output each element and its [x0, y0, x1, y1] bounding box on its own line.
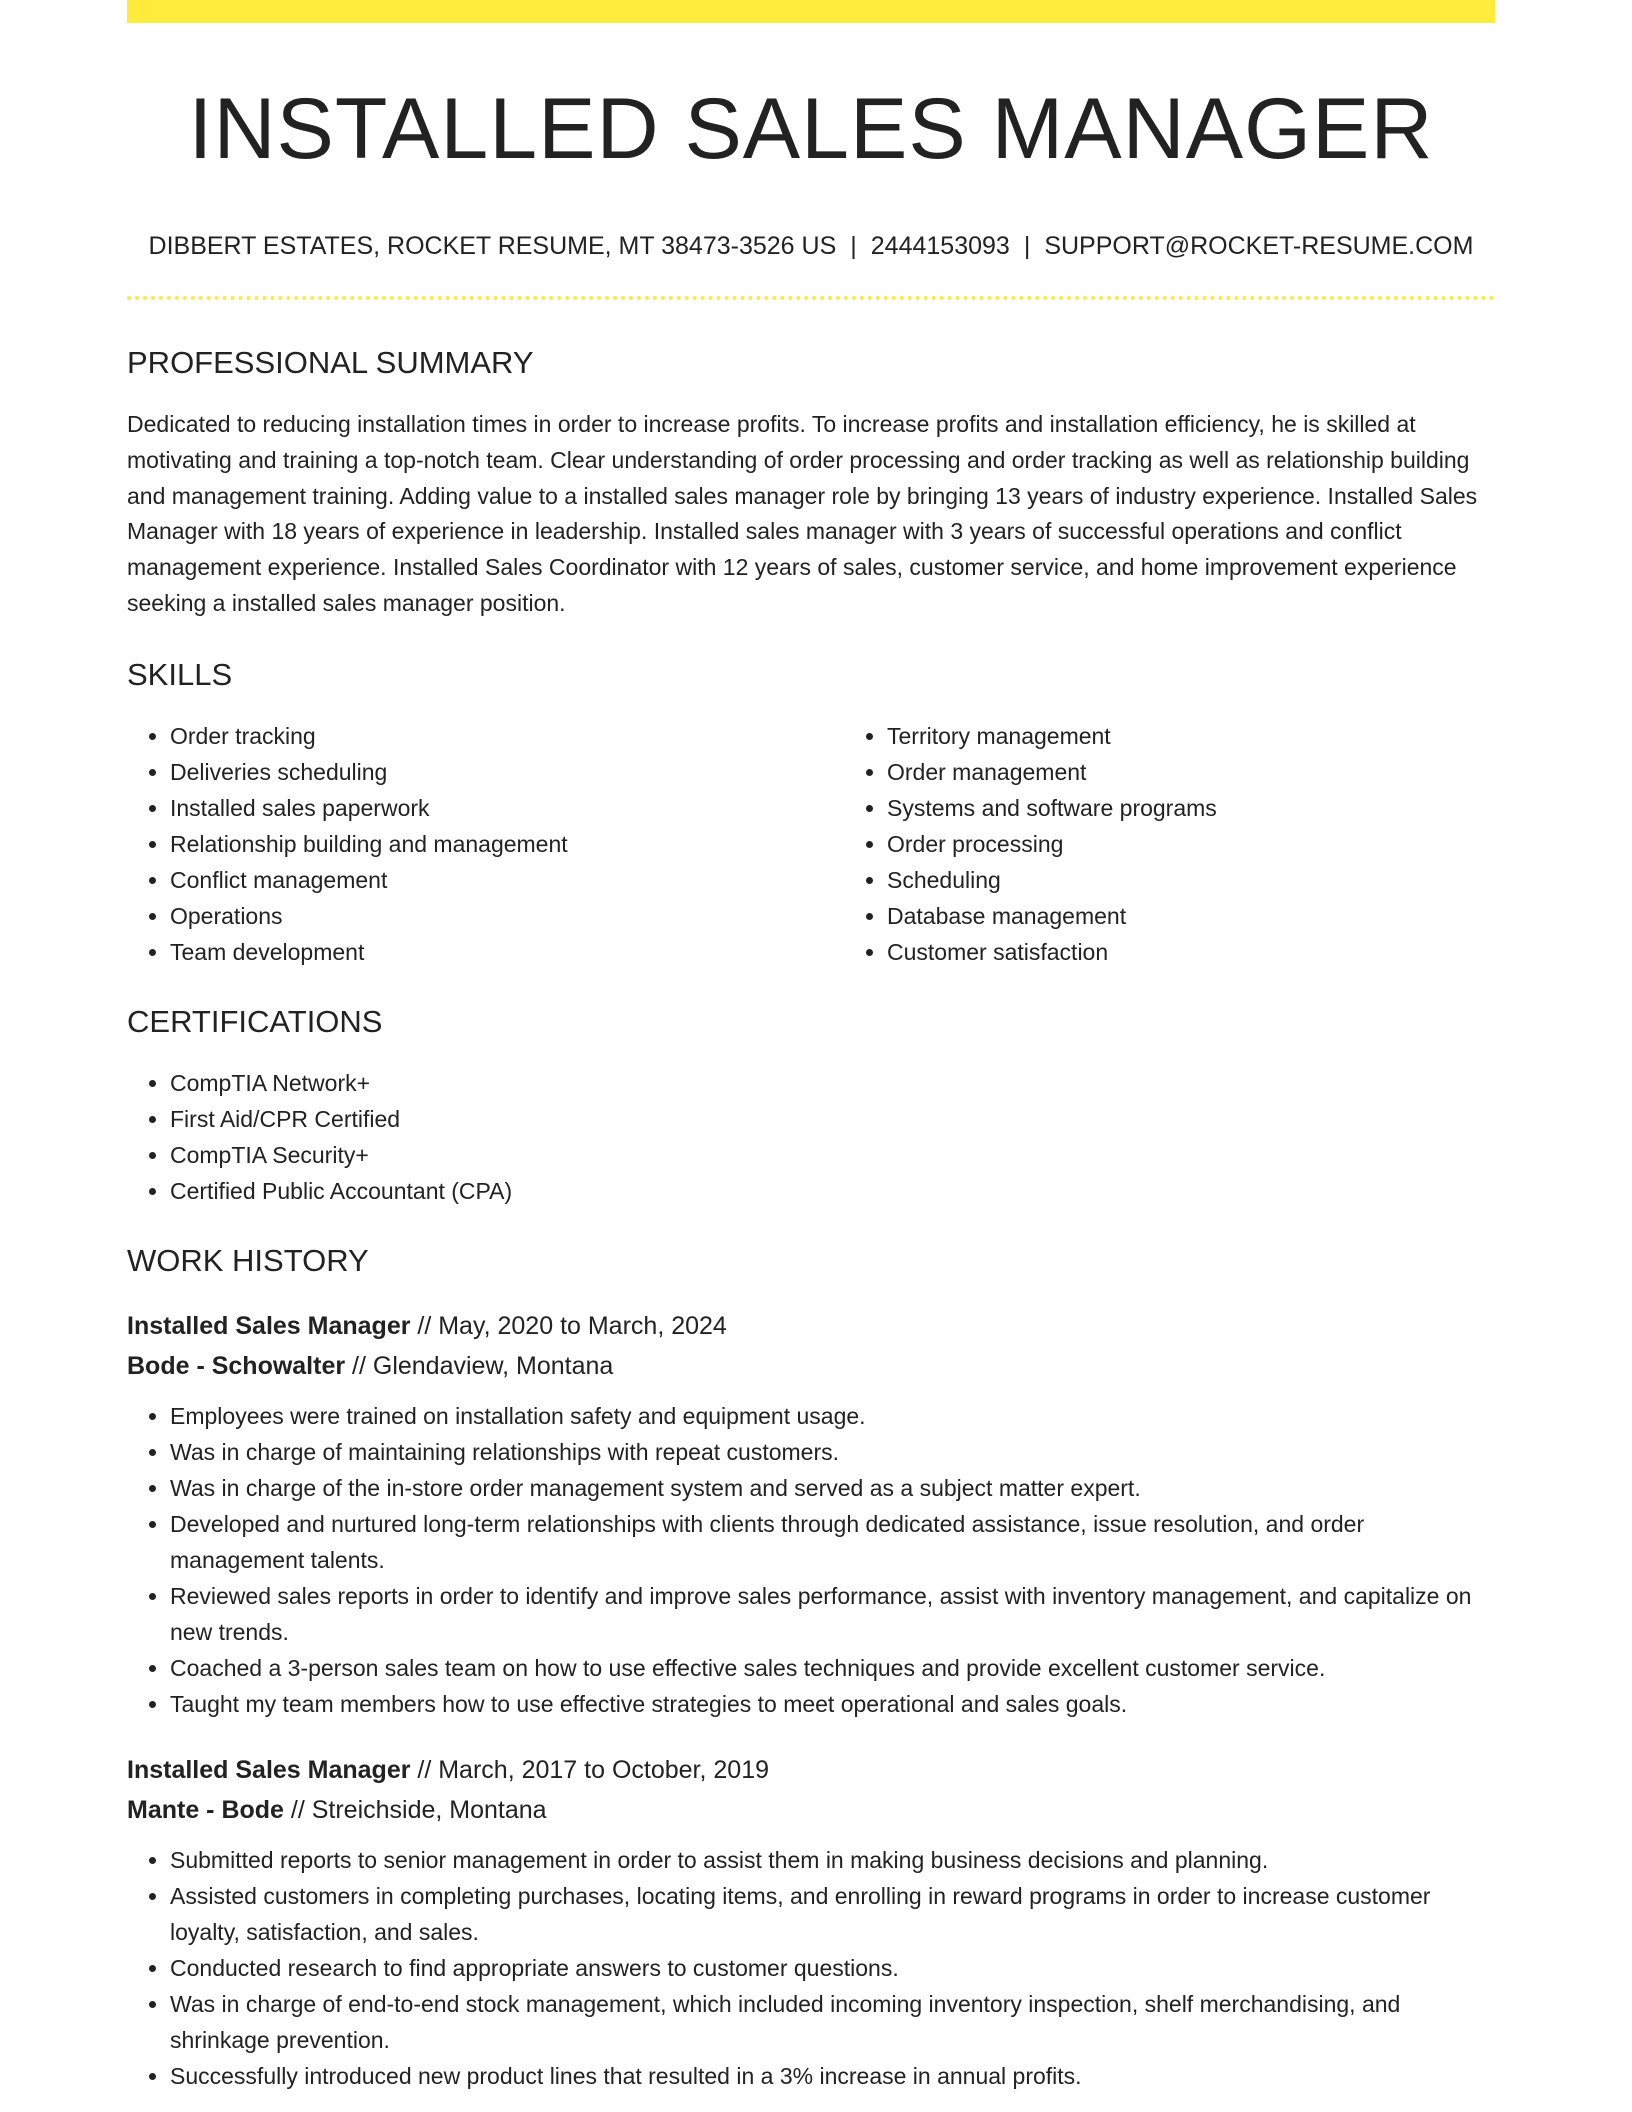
skill-item: • Conflict management — [170, 862, 844, 898]
job-title-line — [127, 1750, 1495, 1790]
skill-item: • Territory management — [887, 718, 1487, 754]
job-dates: // March, 2017 to October, 2019 — [410, 1755, 769, 1784]
page-title: INSTALLED SALES MANAGER — [188, 81, 1434, 177]
duty-item: • Was in charge of maintaining relationships with repeat customers. — [170, 1434, 1495, 1470]
dotted-divider — [127, 296, 1495, 300]
job-title: Installed Sales Manager — [127, 1755, 411, 1784]
contact-phone: 2444153093 — [870, 232, 1010, 260]
resume-page — [127, 0, 1495, 2094]
skill-item: • Order management — [887, 754, 1487, 790]
duty-item: • Employees were trained on installation safety and equipment usage. — [170, 1398, 1495, 1434]
certifications-list — [127, 1065, 1495, 1209]
summary-text: Dedicated to reducing installation times in order to increase profits. To increase profits and installation efficiency, he is skilled at motivating and training a top-notch team. Clear understanding of order processing and order tracking as well as relationship building and management training. Adding value to a installed sales manager role by bringing 13 years of industry experience. Installed Sales Manager with 18 years of experience in leadership. Installed sales manager with 3 years of successful operations and conflict management experience. Installed Sales Coordinator with 12 years of sales, customer service, and home improvement experience seeking a installed sales manager position. — [127, 411, 1478, 616]
job-dates: // May, 2020 to March, 2024 — [410, 1311, 727, 1340]
job-company: Mante - Bode — [127, 1795, 284, 1824]
certification-item: • CompTIA Network+ — [170, 1065, 1495, 1101]
contact-separator: | — [850, 232, 857, 260]
job-company-line — [127, 1790, 1495, 1830]
duty-item: • Successfully introduced new product lines that resulted in a 3% increase in annual profits. — [170, 2058, 1495, 2094]
duty-item: • Taught my team members how to use effective strategies to meet operational and sales goals. — [170, 1686, 1495, 1722]
duty-item: • Developed and nurtured long-term relationships with clients through dedicated assistance, issue resolution, and order management talents. — [170, 1506, 1495, 1578]
duty-item: • Reviewed sales reports in order to identify and improve sales performance, assist with inventory management, and capitalize on new trends. — [170, 1578, 1495, 1650]
skill-item: • Scheduling — [887, 862, 1487, 898]
skill-item: • Systems and software programs — [887, 790, 1487, 826]
duty-item: • Was in charge of the in-store order management system and served as a subject matter expert. — [170, 1470, 1495, 1506]
skill-item: • Operations — [170, 898, 844, 934]
skill-item: • Order processing — [887, 826, 1487, 862]
contact-email: SUPPORT@ROCKET-RESUME.COM — [1044, 232, 1474, 260]
duty-item: • Assisted customers in completing purchases, locating items, and enrolling in reward programs in order to increase customer loyalty, satisfaction, and sales. — [170, 1878, 1495, 1950]
skill-item: • Installed sales paperwork — [170, 790, 844, 826]
skills-columns — [127, 718, 1495, 970]
skills-list-right — [844, 718, 1487, 970]
certifications-heading: CERTIFICATIONS — [127, 1003, 383, 1039]
certification-item: • Certified Public Accountant (CPA) — [170, 1173, 1495, 1209]
contact-address: DIBBERT ESTATES, ROCKET RESUME, MT 38473-3526 US — [148, 232, 837, 260]
job-location: // Streichside, Montana — [283, 1795, 547, 1824]
skills-list-left — [127, 718, 844, 970]
duty-item: • Submitted reports to senior management in order to assist them in making business decisions and planning. — [170, 1842, 1495, 1878]
certification-item: • CompTIA Security+ — [170, 1137, 1495, 1173]
job-duties-list — [127, 1398, 1495, 1722]
duty-item: • Conducted research to find appropriate answers to customer questions. — [170, 1950, 1495, 1986]
skill-item: • Team development — [170, 934, 844, 970]
skill-item: • Database management — [887, 898, 1487, 934]
job-company-line — [127, 1346, 1495, 1386]
certification-item: • First Aid/CPR Certified — [170, 1101, 1495, 1137]
contact-separator: | — [1023, 232, 1031, 260]
job-duties-list — [127, 1842, 1495, 2094]
work-history-heading: WORK HISTORY — [127, 1242, 369, 1278]
skill-item: • Customer satisfaction — [887, 934, 1487, 970]
job-location: // Glendaview, Montana — [345, 1351, 614, 1380]
duty-item: • Was in charge of end-to-end stock management, which included incoming inventory inspection, shelf merchandising, and shrinkage prevention. — [170, 1986, 1495, 2058]
job-title-line — [127, 1306, 1495, 1346]
summary-heading: PROFESSIONAL SUMMARY — [127, 345, 534, 380]
skill-item: • Relationship building and management — [170, 826, 844, 862]
job-title: Installed Sales Manager — [127, 1311, 411, 1340]
skill-item: • Deliveries scheduling — [170, 754, 844, 790]
job-company: Bode - Schowalter — [127, 1351, 346, 1380]
duty-item: • Coached a 3-person sales team on how to use effective sales techniques and provide excellent customer service. — [170, 1650, 1495, 1686]
accent-bar — [127, 0, 1495, 23]
skills-heading: SKILLS — [127, 656, 233, 692]
skill-item: • Order tracking — [170, 718, 844, 754]
contact-line — [127, 234, 1495, 259]
